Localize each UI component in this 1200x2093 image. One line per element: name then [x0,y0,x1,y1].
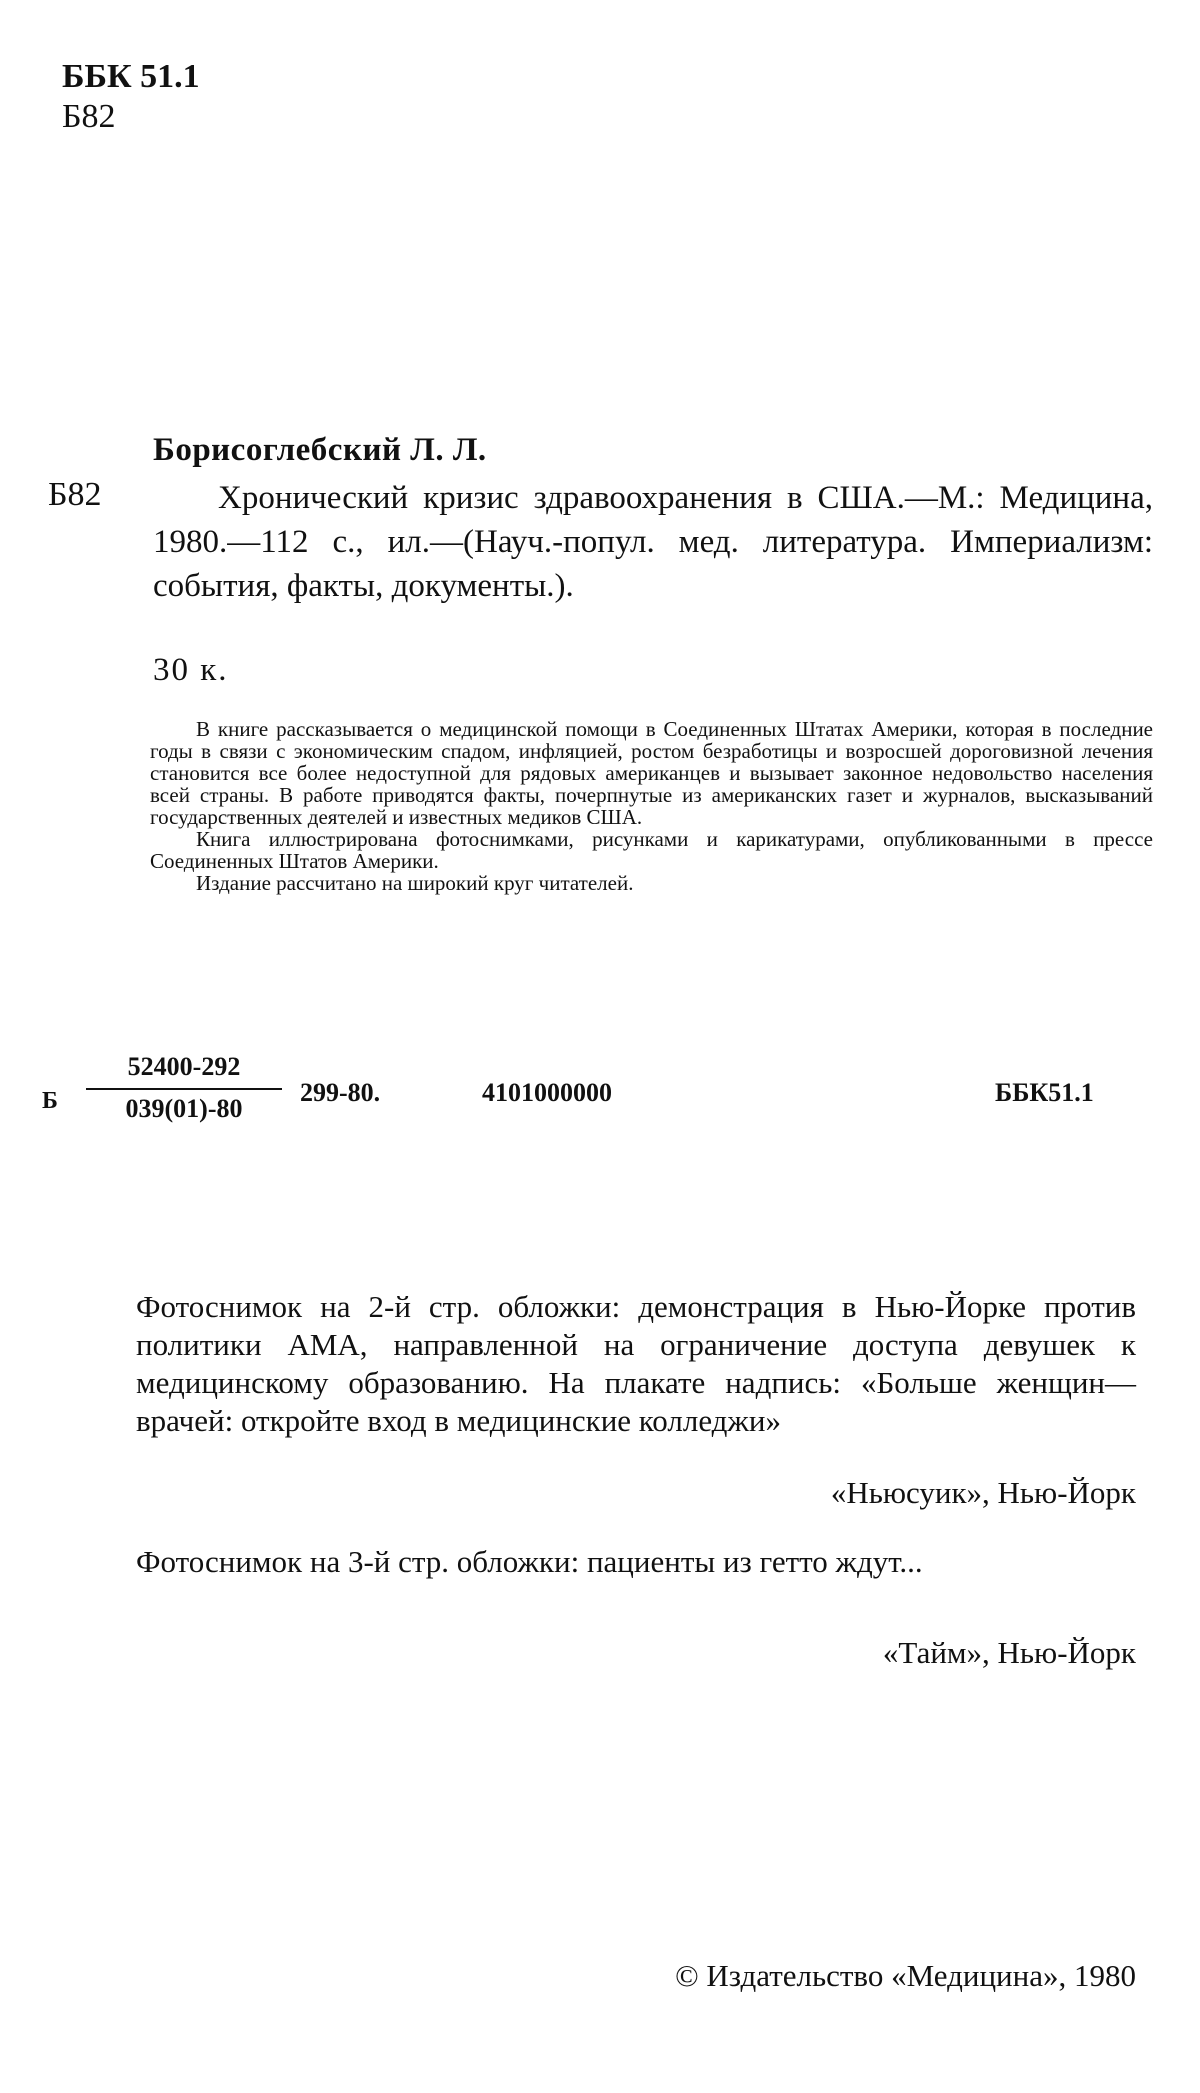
fraction-numerator: 52400-292 [127,1052,241,1081]
annotation [150,718,1153,894]
classification-code: 4101000000 [482,1078,612,1107]
price: 30 к. [153,652,229,688]
bbk-index-bottom: ББК51.1 [995,1078,1094,1107]
photo-source-cover-2: «Ньюсуик», Нью-Йорк [830,1475,1136,1510]
index-fraction [86,1052,282,1124]
fraction-bar [86,1088,282,1090]
index-letter: Б [42,1088,58,1114]
photo-source-cover-3: «Тайм», Нью-Йорк [882,1635,1136,1670]
photo-caption-cover-3: Фотоснимок на 3-й стр. обложки: пациенты из гетто ждут... [136,1544,923,1579]
bibliographic-description: Хронический кризис здравоохранения в США.—М.: Медицина, 1980.—112 с., ил.—(Науч.-попул. мед. литература. Империализм: события, факты, документы.). [153,480,1153,604]
annotation-paragraph: Издание рассчитано на широкий круг читателей. [196,871,634,895]
photo-caption-cover-2: Фотоснимок на 2-й стр. обложки: демонстрация в Нью-Йорке против политики АМА, направленной на ограничение доступа девушек к медицинскому образованию. На плакате надпись: «Больше женщин—врачей: откройте вход в медицинские колледжи» [136,1289,1136,1438]
annotation-paragraph: В книге рассказывается о медицинской помощи в Соединенных Штатах Америки, которая в последние годы в связи с экономическим спадом, инфляцией, ростом безработицы и возросшей дороговизной лечения становится все более недоступной для рядовых американцев и вызывает законное недовольство населения всей страны. В работе приводятся факты, почерпнутые из американских газет и журналов, высказываний государственных деятелей и известных медиков США. [150,717,1153,829]
bbk-index: ББК 51.1 [62,58,200,95]
order-code: 299-80. [300,1078,381,1107]
annotation-paragraph: Книга иллюстрирована фотоснимками, рисунками и карикатурами, опубликованными в прессе Соединенных Штатов Америки. [150,827,1153,873]
author-code-margin: Б82 [48,476,102,513]
author-code: Б82 [62,98,116,135]
author-name: Борисоглебский Л. Л. [153,432,487,468]
copyright-notice: © Издательство «Медицина», 1980 [675,1958,1136,1993]
fraction-denominator: 039(01)-80 [125,1094,243,1123]
